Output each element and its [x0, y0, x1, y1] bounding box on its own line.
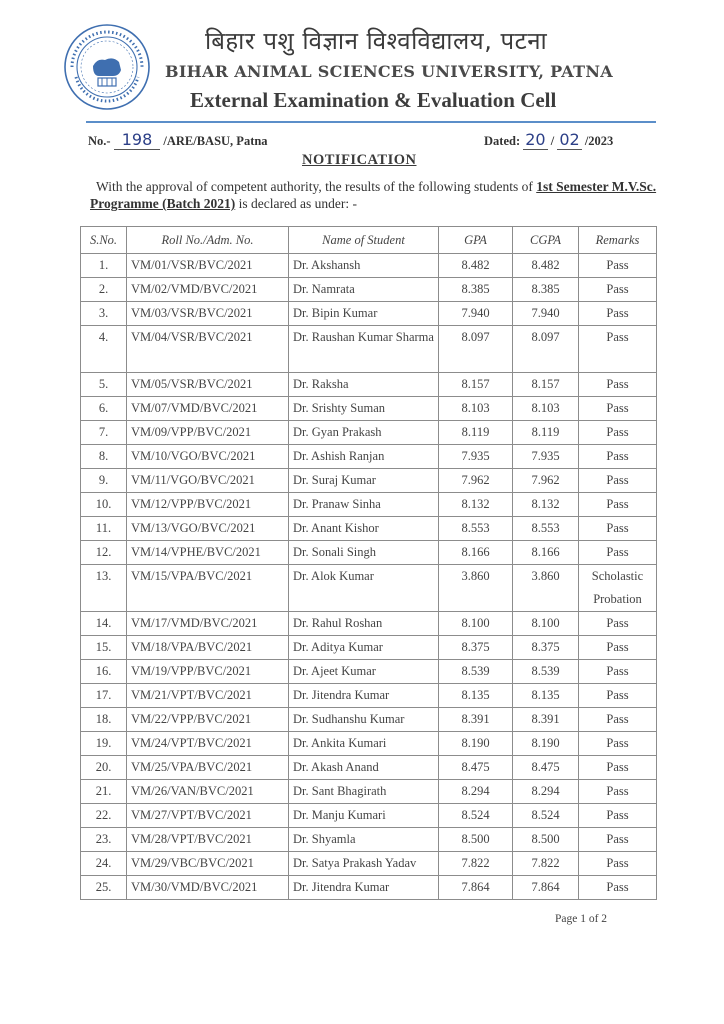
table-row	[81, 326, 657, 373]
cell-remarks: Pass	[579, 780, 657, 804]
table-row	[81, 612, 657, 636]
cell-gpa: 8.190	[439, 732, 513, 756]
cell-sno: 13.	[81, 565, 127, 612]
cell-remarks: Pass	[579, 708, 657, 732]
reference-number	[88, 130, 268, 149]
cell-roll: VM/13/VGO/BVC/2021	[127, 517, 289, 541]
cell-gpa: 7.935	[439, 445, 513, 469]
dated-month: 02	[559, 130, 580, 149]
header-name: Name of Student	[289, 227, 439, 254]
cell-remarks: Pass	[579, 421, 657, 445]
table-row	[81, 780, 657, 804]
table-row	[81, 876, 657, 900]
cell-sno: 5.	[81, 373, 127, 397]
cell-remarks: Pass	[579, 732, 657, 756]
cell-name: Dr. Rahul Roshan	[289, 612, 439, 636]
table-row	[81, 852, 657, 876]
cell-cgpa: 8.119	[513, 421, 579, 445]
cell-cgpa: 8.385	[513, 278, 579, 302]
header-cgpa: CGPA	[513, 227, 579, 254]
cell-roll: VM/28/VPT/BVC/2021	[127, 828, 289, 852]
cell-remarks: Pass	[579, 326, 657, 373]
cell-cgpa: 8.524	[513, 804, 579, 828]
cell-cgpa: 7.940	[513, 302, 579, 326]
cell-sno: 8.	[81, 445, 127, 469]
results-body	[81, 254, 657, 900]
cell-gpa: 8.100	[439, 612, 513, 636]
cell-cgpa: 8.132	[513, 493, 579, 517]
cell-sno: 10.	[81, 493, 127, 517]
cell-cgpa: 3.860	[513, 565, 579, 612]
reference-no-suffix: /ARE/BASU, Patna	[163, 134, 268, 148]
dated-day: 20	[525, 130, 546, 149]
issue-date	[484, 130, 613, 149]
cell-roll: VM/26/VAN/BVC/2021	[127, 780, 289, 804]
cell-name: Dr. Jitendra Kumar	[289, 876, 439, 900]
cell-roll: VM/02/VMD/BVC/2021	[127, 278, 289, 302]
cell-sno: 12.	[81, 541, 127, 565]
cell-roll: VM/24/VPT/BVC/2021	[127, 732, 289, 756]
cell-name: Dr. Shyamla	[289, 828, 439, 852]
cell-remarks: Pass	[579, 278, 657, 302]
cell-remarks: Scholastic Probation	[579, 565, 657, 612]
cell-roll: VM/05/VSR/BVC/2021	[127, 373, 289, 397]
cell-sno: 20.	[81, 756, 127, 780]
notification-intro	[90, 178, 660, 212]
cell-name: Dr. Suraj Kumar	[289, 469, 439, 493]
cell-roll: VM/10/VGO/BVC/2021	[127, 445, 289, 469]
cell-remarks: Pass	[579, 612, 657, 636]
header-remarks: Remarks	[579, 227, 657, 254]
cell-sno: 25.	[81, 876, 127, 900]
table-row	[81, 445, 657, 469]
cell-roll: VM/15/VPA/BVC/2021	[127, 565, 289, 612]
cell-roll: VM/30/VMD/BVC/2021	[127, 876, 289, 900]
cell-remarks: Pass	[579, 397, 657, 421]
cell-sno: 2.	[81, 278, 127, 302]
cell-remarks: Pass	[579, 373, 657, 397]
cell-name: Dr. Sudhanshu Kumar	[289, 708, 439, 732]
intro-semester: 1st Semester M.V.Sc. Programme (Batch 2021)	[90, 179, 657, 211]
cell-remarks: Pass	[579, 517, 657, 541]
table-header-row	[81, 227, 657, 254]
cell-name: Dr. Jitendra Kumar	[289, 684, 439, 708]
cell-cgpa: 8.294	[513, 780, 579, 804]
cell-gpa: 8.385	[439, 278, 513, 302]
cell-name: Dr. Anant Kishor	[289, 517, 439, 541]
table-row	[81, 493, 657, 517]
cell-gpa: 7.822	[439, 852, 513, 876]
table-row	[81, 565, 657, 612]
cell-name: Dr. Alok Kumar	[289, 565, 439, 612]
cell-gpa: 8.119	[439, 421, 513, 445]
page-number: Page 1 of 2	[555, 913, 608, 925]
cell-remarks: Pass	[579, 636, 657, 660]
cell-remarks: Pass	[579, 756, 657, 780]
table-row	[81, 684, 657, 708]
cell-gpa: 3.860	[439, 565, 513, 612]
cell-cgpa: 8.475	[513, 756, 579, 780]
intro-text: With the approval of competent authority, the results of the following students of	[96, 179, 537, 194]
cell-sno: 24.	[81, 852, 127, 876]
cell-gpa: 8.391	[439, 708, 513, 732]
cell-cgpa: 8.500	[513, 828, 579, 852]
dated-separator: /	[550, 134, 555, 148]
cell-remarks: Pass	[579, 302, 657, 326]
cell-sno: 4.	[81, 326, 127, 373]
cell-remarks: Pass	[579, 852, 657, 876]
cell-cgpa: 8.190	[513, 732, 579, 756]
cell-roll: VM/04/VSR/BVC/2021	[127, 326, 289, 373]
cell-remarks: Pass	[579, 828, 657, 852]
header-gpa: GPA	[439, 227, 513, 254]
cell-gpa: 8.500	[439, 828, 513, 852]
table-row	[81, 254, 657, 278]
reference-no-value: 198	[114, 130, 161, 150]
dated-year: /2023	[584, 134, 614, 148]
header-sno: S.No.	[81, 227, 127, 254]
cell-cgpa: 8.097	[513, 326, 579, 373]
cell-gpa: 8.132	[439, 493, 513, 517]
cell-name: Dr. Raushan Kumar Sharma	[289, 326, 439, 373]
university-seal-icon	[62, 22, 152, 112]
cell-gpa: 8.482	[439, 254, 513, 278]
cell-gpa: 8.097	[439, 326, 513, 373]
cell-sno: 11.	[81, 517, 127, 541]
table-row	[81, 397, 657, 421]
cell-gpa: 8.553	[439, 517, 513, 541]
cell-roll: VM/14/VPHE/BVC/2021	[127, 541, 289, 565]
cell-gpa: 8.166	[439, 541, 513, 565]
cell-remarks: Pass	[579, 660, 657, 684]
cell-remarks: Pass	[579, 684, 657, 708]
cell-gpa: 7.864	[439, 876, 513, 900]
table-row	[81, 828, 657, 852]
results-table	[80, 226, 657, 900]
cell-roll: VM/25/VPA/BVC/2021	[127, 756, 289, 780]
cell-sno: 22.	[81, 804, 127, 828]
reference-no-label: No.-	[88, 134, 111, 148]
cell-cgpa: 8.135	[513, 684, 579, 708]
table-row	[81, 636, 657, 660]
cell-gpa: 7.940	[439, 302, 513, 326]
table-row	[81, 373, 657, 397]
cell-name: Dr. Akash Anand	[289, 756, 439, 780]
cell-name: Dr. Namrata	[289, 278, 439, 302]
cell-cgpa: 8.482	[513, 254, 579, 278]
table-row	[81, 469, 657, 493]
table-row	[81, 517, 657, 541]
dated-label: Dated:	[484, 134, 521, 148]
cell-sno: 18.	[81, 708, 127, 732]
cell-roll: VM/18/VPA/BVC/2021	[127, 636, 289, 660]
cell-remarks: Pass	[579, 469, 657, 493]
cell-sno: 9.	[81, 469, 127, 493]
cell-cgpa: 8.553	[513, 517, 579, 541]
cell-remarks: Pass	[579, 445, 657, 469]
table-row	[81, 660, 657, 684]
cell-roll: VM/12/VPP/BVC/2021	[127, 493, 289, 517]
cell-gpa: 8.475	[439, 756, 513, 780]
cell-gpa: 8.539	[439, 660, 513, 684]
cell-title: External Examination & Evaluation Cell	[190, 88, 557, 112]
cell-name: Dr. Srishty Suman	[289, 397, 439, 421]
table-row	[81, 278, 657, 302]
cell-sno: 16.	[81, 660, 127, 684]
cell-roll: VM/29/VBC/BVC/2021	[127, 852, 289, 876]
cell-gpa: 8.157	[439, 373, 513, 397]
cell-cgpa: 8.166	[513, 541, 579, 565]
cell-gpa: 8.135	[439, 684, 513, 708]
cell-cgpa: 7.822	[513, 852, 579, 876]
cell-gpa: 8.375	[439, 636, 513, 660]
cell-remarks: Pass	[579, 254, 657, 278]
cell-cgpa: 8.103	[513, 397, 579, 421]
cell-roll: VM/09/VPP/BVC/2021	[127, 421, 289, 445]
cell-remarks: Pass	[579, 541, 657, 565]
cell-name: Dr. Raksha	[289, 373, 439, 397]
cell-roll: VM/17/VMD/BVC/2021	[127, 612, 289, 636]
notification-title: NOTIFICATION	[302, 152, 417, 168]
cell-roll: VM/21/VPT/BVC/2021	[127, 684, 289, 708]
cell-roll: VM/11/VGO/BVC/2021	[127, 469, 289, 493]
cell-sno: 6.	[81, 397, 127, 421]
cell-cgpa: 8.100	[513, 612, 579, 636]
cell-cgpa: 8.375	[513, 636, 579, 660]
header-divider	[86, 121, 656, 123]
cell-remarks: Pass	[579, 493, 657, 517]
table-row	[81, 302, 657, 326]
cell-cgpa: 8.539	[513, 660, 579, 684]
cell-sno: 23.	[81, 828, 127, 852]
cell-roll: VM/07/VMD/BVC/2021	[127, 397, 289, 421]
cell-cgpa: 7.962	[513, 469, 579, 493]
cell-remarks: Pass	[579, 876, 657, 900]
cell-name: Dr. Ashish Ranjan	[289, 445, 439, 469]
cell-gpa: 8.103	[439, 397, 513, 421]
header-roll: Roll No./Adm. No.	[127, 227, 289, 254]
cell-remarks: Pass	[579, 804, 657, 828]
cell-name: Dr. Akshansh	[289, 254, 439, 278]
cell-sno: 19.	[81, 732, 127, 756]
table-row	[81, 421, 657, 445]
cell-sno: 1.	[81, 254, 127, 278]
cell-sno: 7.	[81, 421, 127, 445]
cell-name: Dr. Pranaw Sinha	[289, 493, 439, 517]
cell-gpa: 8.524	[439, 804, 513, 828]
cell-roll: VM/22/VPP/BVC/2021	[127, 708, 289, 732]
table-row	[81, 708, 657, 732]
cell-name: Dr. Ankita Kumari	[289, 732, 439, 756]
table-row	[81, 804, 657, 828]
cell-name: Dr. Aditya Kumar	[289, 636, 439, 660]
cell-name: Dr. Sonali Singh	[289, 541, 439, 565]
cell-cgpa: 7.935	[513, 445, 579, 469]
cell-name: Dr. Manju Kumari	[289, 804, 439, 828]
table-row	[81, 732, 657, 756]
university-name-hindi: बिहार पशु विज्ञान विश्वविद्यालय, पटना	[205, 27, 548, 55]
table-row	[81, 756, 657, 780]
cell-sno: 17.	[81, 684, 127, 708]
cell-gpa: 7.962	[439, 469, 513, 493]
cell-roll: VM/03/VSR/BVC/2021	[127, 302, 289, 326]
intro-text-end: is declared as under: -	[235, 196, 358, 211]
cell-roll: VM/01/VSR/BVC/2021	[127, 254, 289, 278]
cell-sno: 3.	[81, 302, 127, 326]
cell-roll: VM/19/VPP/BVC/2021	[127, 660, 289, 684]
cell-name: Dr. Bipin Kumar	[289, 302, 439, 326]
cell-gpa: 8.294	[439, 780, 513, 804]
cell-sno: 14.	[81, 612, 127, 636]
cell-name: Dr. Gyan Prakash	[289, 421, 439, 445]
cell-name: Dr. Sant Bhagirath	[289, 780, 439, 804]
cell-cgpa: 7.864	[513, 876, 579, 900]
cell-sno: 21.	[81, 780, 127, 804]
cell-roll: VM/27/VPT/BVC/2021	[127, 804, 289, 828]
university-name-english: BIHAR ANIMAL SCIENCES UNIVERSITY, PATNA	[165, 62, 613, 81]
cell-cgpa: 8.391	[513, 708, 579, 732]
cell-cgpa: 8.157	[513, 373, 579, 397]
cell-name: Dr. Ajeet Kumar	[289, 660, 439, 684]
cell-name: Dr. Satya Prakash Yadav	[289, 852, 439, 876]
table-row	[81, 541, 657, 565]
cell-sno: 15.	[81, 636, 127, 660]
